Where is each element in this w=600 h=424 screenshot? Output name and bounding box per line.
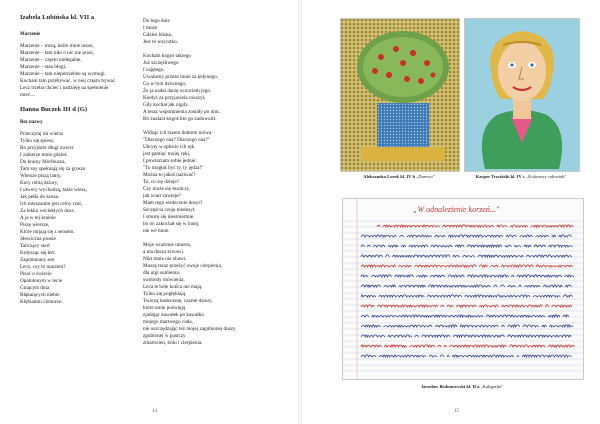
poem-line: Gniącym dnia: [20, 284, 50, 291]
handwriting: [361, 225, 577, 357]
poem-line: Widząc ich razem dobrem mówa:: [143, 130, 213, 136]
poem-line: Piszę wiersze,: [20, 221, 50, 228]
poem-2-lines-a: [20, 131, 138, 306]
left-page: [0, 0, 298, 424]
poem-line: swobody mówienia.: [143, 277, 185, 283]
caption-3: [342, 384, 582, 389]
poem-line: Moje wrażenie umiera,: [143, 242, 191, 248]
poem-line: bo on zakochał się w innej,: [143, 221, 200, 227]
poem-line: jest pamięć mojej ręki,: [143, 151, 191, 157]
poem-line: Tworzą bankrosne, czarne dziury,: [143, 298, 213, 304]
poem-2-title: Bez nazwy: [20, 120, 43, 125]
poem-line: To, co się dzieje?: [143, 179, 179, 185]
caption-1-title: „Drzewo": [416, 174, 435, 179]
poem-line: a ma dusza krwawi.: [143, 249, 185, 255]
poem-line: I może: [143, 25, 158, 31]
poem-line: Szczęścia czuję niedosyt.: [143, 207, 196, 213]
poem-1-title: Marzenie: [20, 32, 41, 37]
poem-1-lines: [20, 43, 138, 99]
poem-line: Uważamy przeze mnie za jedynego,: [143, 74, 219, 80]
caption-1-author: Aleksandra Lorek kl. IV b: [363, 174, 416, 179]
caption-2-title: „Kolorowy człowiek": [526, 174, 567, 179]
portrait-drawing: [464, 18, 580, 172]
poem-line: Za lekko wściekłych dusz.: [20, 207, 76, 214]
caption-3-author: Jarosław Bednarowski kl. II a: [420, 384, 480, 389]
poem-line: Do krainy Morfeusza,: [20, 158, 66, 165]
page-number-left: 14: [152, 409, 157, 414]
caption-2: [460, 174, 582, 179]
poem-line: nie we mnie.: [143, 228, 170, 234]
poem-line: Słowiczna pionie: [20, 235, 56, 242]
poem-line: A ja w tej krainie: [20, 214, 56, 221]
tree-drawing: [340, 18, 460, 172]
calligraphy-sheet: [342, 198, 584, 380]
poem-line: mojego martwego ciała,: [143, 319, 193, 325]
poem-line: Gdzieś blisko,: [143, 32, 173, 38]
poem-line: Tylko się pogłębiają.: [143, 291, 187, 297]
poem-line: Marzenie – tam niepotrzebne są wymogi.: [20, 70, 106, 77]
poem-line: Jest to wszystko.: [143, 39, 179, 45]
poem-line: Marzenie – mrzą, które mnie unosi,: [20, 42, 94, 49]
calligraphy-title: „W odnalezienie korzeń...": [413, 205, 500, 214]
poem-line: dla ulgi sumienia,: [143, 270, 181, 276]
poem-line: Co w tym dziwnego,: [143, 81, 187, 87]
poem-line: Marzenie – często niełegalne,: [20, 56, 82, 63]
poem-line: Ukryty w spłocie ich ręk: [143, 144, 195, 150]
poem-line: Które mijają się z sensem.: [20, 228, 75, 235]
poem-line: Można to jakoś naziwać?: [143, 172, 196, 178]
right-page: [302, 0, 600, 424]
poem-line: I zajętego.: [143, 67, 165, 73]
poem-line: Do tego dnie: [143, 18, 170, 24]
poem-line: Że ja nadal darzę uczuciem jego.: [143, 88, 212, 94]
caption-1: [340, 174, 458, 179]
poem-line: Pisać o świecie: [20, 270, 52, 277]
poem-line: Bo znalazł kogoś kto go zadowolił.: [143, 116, 217, 122]
poem-line: Czy może się skończy,: [143, 186, 191, 192]
poem-line: Ich mieszanim jest celny rzut,: [20, 200, 83, 207]
poem-line: I utwory wychodzą, takie wiesz,: [20, 186, 88, 193]
caption-2-author: Kacper Trzcińśki kl. IV c: [475, 174, 525, 179]
poem-line: I smucę się niesmiertnie.: [143, 214, 195, 220]
poem-line: "Dlaczego ona? Dlaczego ona?": [143, 137, 210, 143]
poem-line: Już szczęśliwego: [143, 60, 179, 66]
poem-line: Błąkaiących niebie: [20, 291, 60, 298]
poem-line: I powtarzam sobie jednie:: [143, 158, 197, 164]
poem-line: Jak pełki do koszu.: [20, 193, 60, 200]
author-2-heading: Hanna Buczek III d (G): [20, 105, 88, 113]
poem-line: Gdy kochał jak nigdy.: [143, 102, 189, 108]
poem-line: zjadając kawałek po kawałku: [143, 312, 204, 318]
poem-line: nie oszczędzając też mojej zagubionej duszy: [143, 326, 236, 332]
poem-line: "To mogłaś być ty, ty jędza!": [143, 165, 204, 171]
poem-line: Nikt mnie nie zbawi.: [143, 256, 187, 262]
poem-line: zgubionej w pustczy: [143, 333, 186, 339]
poem-line: jak wiatr zawieje?: [143, 193, 181, 199]
poem-line: Wiersze piszą lamy,: [20, 172, 62, 179]
caption-3-title: „Kaligrafia": [480, 384, 504, 389]
poem-line: Klębianmi chmurze.: [20, 298, 63, 305]
poem-column-right: [143, 18, 283, 347]
poem-line: Przeczytaj mi wiersz: [20, 130, 64, 137]
poem-line: Leca te bóle końca nie mają.: [143, 284, 203, 290]
poem-line: Marzenie – stan błogi,: [20, 63, 67, 70]
poem-line: Opatulonym w lecie: [20, 277, 63, 284]
poem-line: I zabierze mnie gdzieś.: [20, 151, 68, 158]
poem-line: mieć....: [20, 91, 36, 98]
poem-line: Kiedyś za przyjaciela uważył,: [143, 95, 206, 101]
poem-line: Tylko się spiesz,: [20, 137, 55, 144]
poem-line: Tańczący sierl: [20, 242, 50, 249]
poem-line: Marzenie – tam nikt o nic nie prosi,: [20, 49, 95, 56]
poem-line: A teraz wspomnienia zostały po nim,: [143, 109, 220, 115]
page-number-right: 15: [454, 409, 459, 414]
poem-line: Kury robią dziury,: [20, 179, 59, 186]
poem-line: zmartwień, bólu i cierpienia.: [143, 340, 203, 346]
author-1-heading: Izabela Lubińska kl. VII a: [20, 14, 95, 21]
poem-line: Lecz trzeba chcieć i nadzieję na spełnienie: [20, 84, 109, 91]
poem-line: Kołysząc się lerr.: [20, 249, 56, 256]
poem-line: Bo przyjdzie długi zwierz: [20, 144, 74, 151]
poem-line: Kocham kogoś takiego: [143, 53, 191, 59]
poem-line: Tam sny spełniają się za grosze.: [20, 165, 87, 172]
poem-line: Zapomniany sen: [20, 256, 55, 263]
poem-line: które mnie poświęją: [143, 305, 186, 311]
poem-line: Muszę teraz przeżyć swoje cierpienia,: [143, 263, 223, 269]
poem-column-left: [20, 14, 138, 306]
poem-line: Kocham tam przebywać, w niej często bywać.: [20, 77, 117, 84]
poem-line: Mam tego serdecznie dosyć!: [143, 200, 203, 206]
poem-line: Lecz, czy to marzem?: [20, 263, 66, 270]
